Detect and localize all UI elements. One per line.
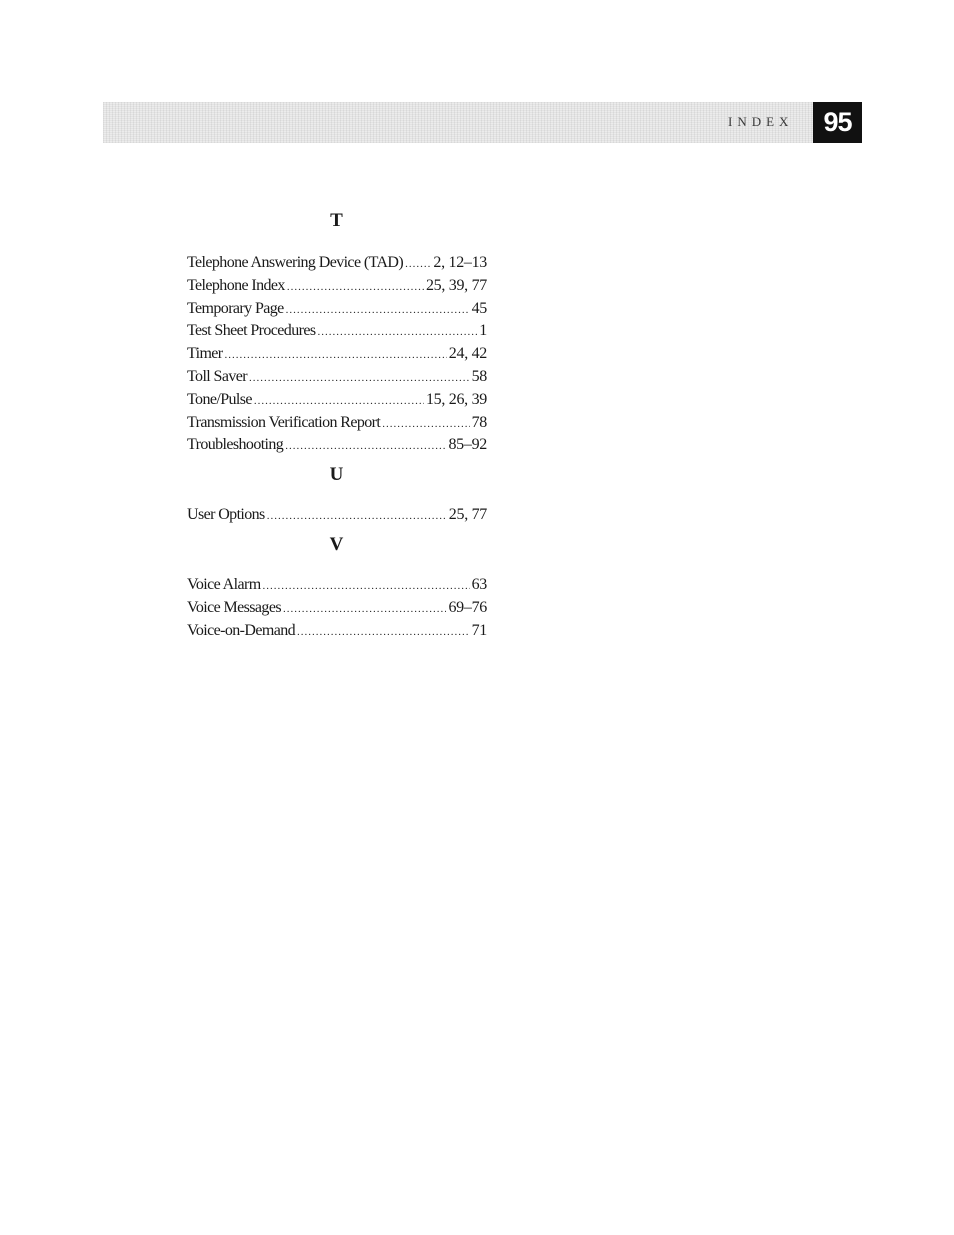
entry-term: Tone/Pulse xyxy=(187,390,252,408)
index-entry xyxy=(187,574,487,597)
index-column xyxy=(187,206,487,642)
dot-leader xyxy=(225,344,447,367)
section-letter-u: U xyxy=(329,464,344,486)
dot-leader xyxy=(249,367,470,390)
page-number: 95 xyxy=(813,102,862,143)
entry-term: Telephone Answering Device (TAD) xyxy=(187,254,404,271)
dot-leader xyxy=(263,575,470,598)
entry-term: Temporary Page xyxy=(187,299,284,317)
index-entry xyxy=(187,389,487,412)
index-entry xyxy=(187,298,487,321)
index-entry xyxy=(187,252,487,275)
entry-term: User Options xyxy=(187,506,265,524)
entry-pages: 63 xyxy=(471,575,487,593)
entry-pages: 2, 12–13 xyxy=(433,254,487,271)
entry-pages: 69–76 xyxy=(448,598,487,616)
entry-term: Voice-on-Demand xyxy=(187,621,296,639)
entry-pages: 45 xyxy=(471,299,487,317)
dot-leader xyxy=(267,505,447,528)
entry-term: Toll Saver xyxy=(187,367,247,385)
entry-term: Transmission Verification Report xyxy=(187,413,381,431)
entry-pages: 15, 26, 39 xyxy=(425,390,487,408)
index-entry xyxy=(187,434,487,457)
dot-leader xyxy=(283,598,447,621)
dot-leader xyxy=(317,321,477,344)
entry-term: Timer xyxy=(187,345,223,363)
entry-term: Voice Messages xyxy=(187,598,281,616)
header-label: INDEX xyxy=(728,114,794,129)
entry-term: Telephone Index xyxy=(187,276,285,294)
dot-leader xyxy=(382,413,469,436)
index-entry xyxy=(187,412,487,435)
entry-pages: 85–92 xyxy=(448,436,487,454)
entry-pages: 71 xyxy=(471,621,487,639)
entry-pages: 78 xyxy=(471,413,487,431)
index-entry xyxy=(187,620,487,643)
index-entry xyxy=(187,275,487,298)
entry-term: Voice Alarm xyxy=(187,575,261,593)
dot-leader xyxy=(287,276,424,299)
entry-pages: 1 xyxy=(479,322,487,340)
header-band xyxy=(103,102,813,143)
entry-pages: 25, 77 xyxy=(448,506,487,524)
index-entry xyxy=(187,343,487,366)
dot-leader xyxy=(285,435,446,458)
dot-leader xyxy=(297,621,470,644)
dot-leader xyxy=(286,299,470,322)
entry-term: Test Sheet Procedures xyxy=(187,322,316,340)
dot-leader xyxy=(405,253,431,276)
index-entry xyxy=(187,366,487,389)
section-letter-t: T xyxy=(330,210,343,231)
index-entry xyxy=(187,504,487,527)
entry-pages: 58 xyxy=(471,367,487,385)
section-letter-v: V xyxy=(329,533,344,555)
entry-pages: 25, 39, 77 xyxy=(425,276,487,294)
index-entry xyxy=(187,597,487,620)
dot-leader xyxy=(254,390,424,413)
entry-term: Troubleshooting xyxy=(187,436,284,454)
index-entry xyxy=(187,320,487,343)
entry-pages: 24, 42 xyxy=(448,345,487,363)
